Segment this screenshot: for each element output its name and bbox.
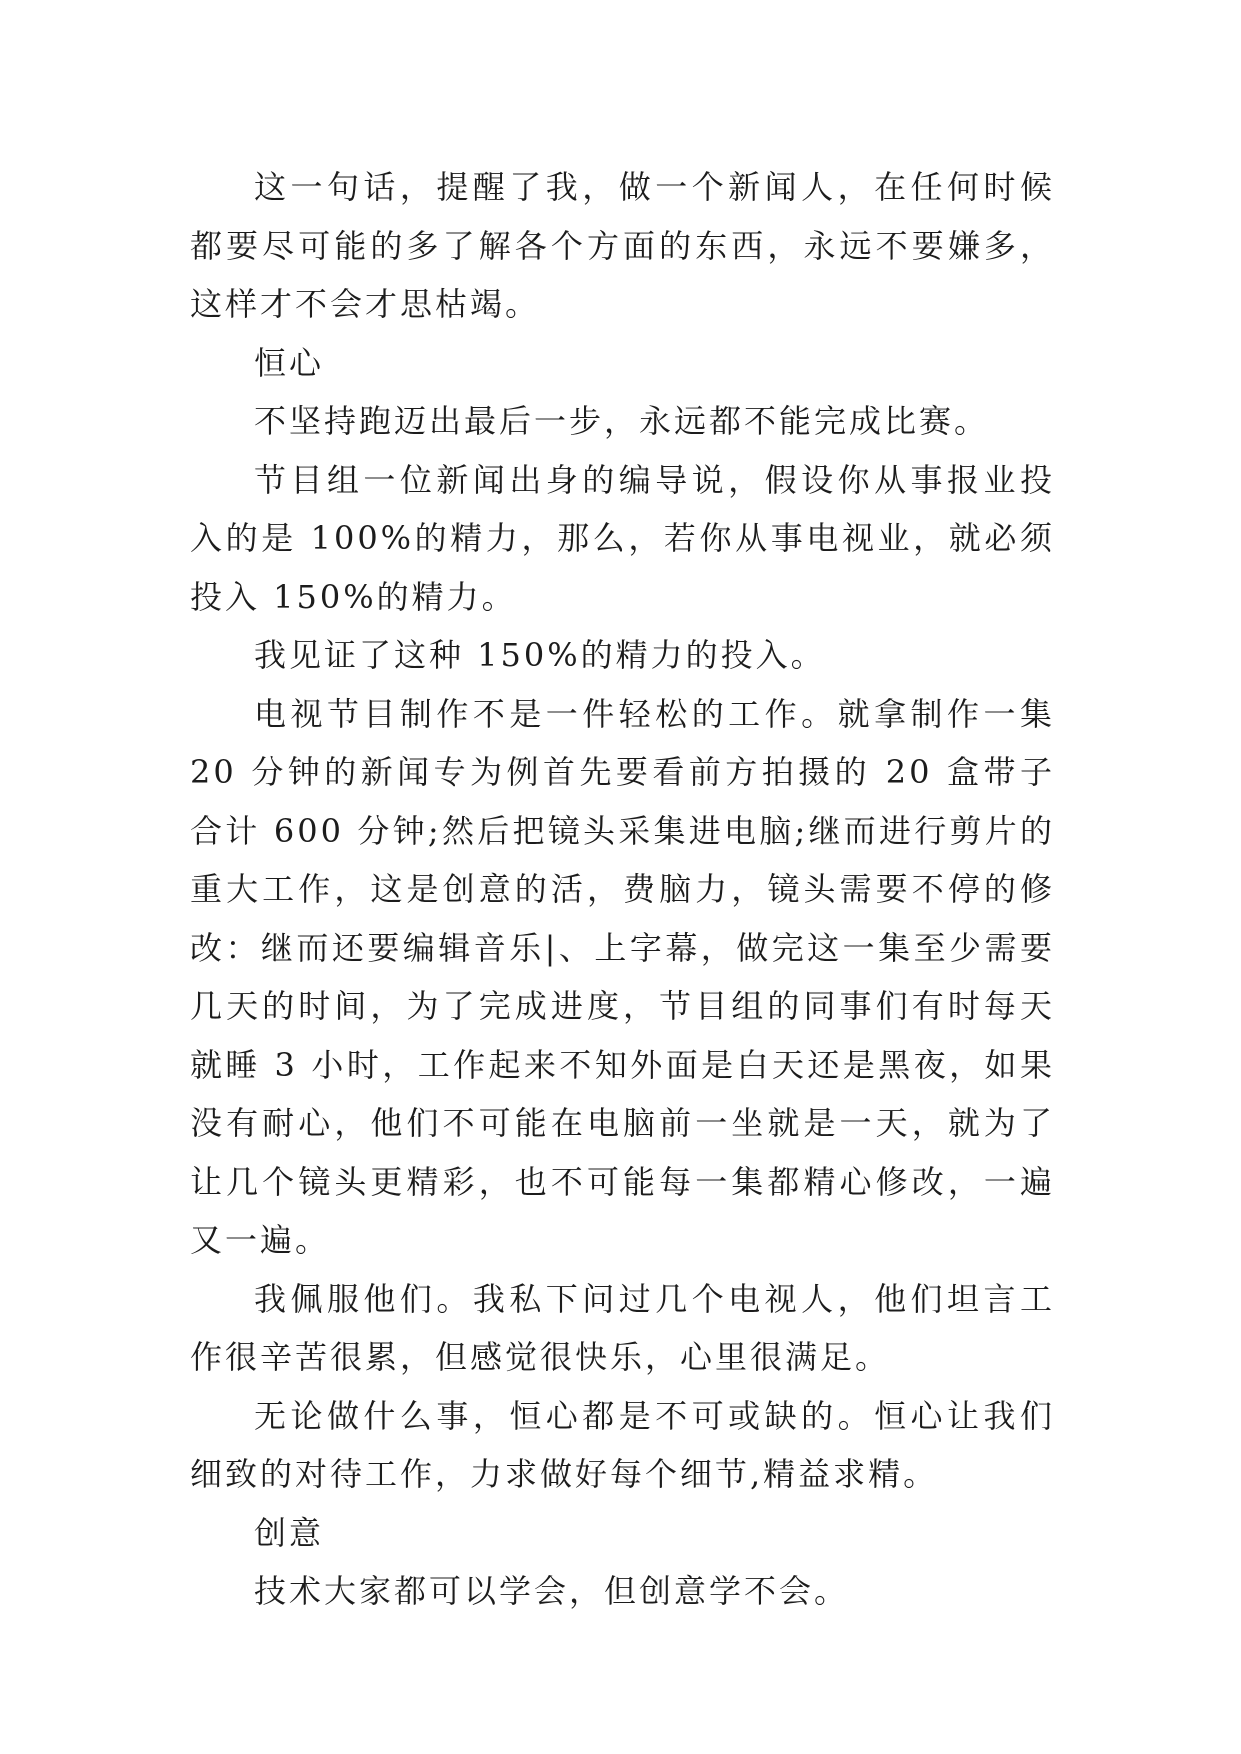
section-heading: 恒心 <box>254 343 325 382</box>
paragraph: 我佩服他们。我私下问过几个电视人，他们坦言工作很辛苦很累，但感觉很快乐，心里很满足。 <box>190 1279 1055 1376</box>
paragraph: 不坚持跑迈出最后一步，永远都不能完成比赛。 <box>254 402 990 440</box>
document-body <box>190 158 1055 1621</box>
paragraph: 节目组一位新闻出身的编导说，假设你从事报业投入的是 100%的精力，那么，若你从事电视业，就必须投入 150%的精力。 <box>190 460 1055 616</box>
section-heading: 创意 <box>254 1513 325 1552</box>
paragraph: 电视节目制作不是一件轻松的工作。就拿制作一集 20 分钟的新闻专为例首先要看前方拍摄的 20 盒带子合计 600 分钟;然后把镜头采集进电脑;继而进行剪片的重大工作，这是创意的活，费脑力，镜头需要不停的修改：继而还要编辑音乐|、上字幕，做完这一集至少需要几天的时间，为了完成进度，节目组的同事们有时每天就睡 3 小时，工作起来不知外面是白天还是黑夜，如果没有耐心，他们不可能在电脑前一坐就是一天，就为了让几个镜头更精彩，也不可能每一集都精心修改，一遍又一遍。 <box>190 694 1055 1259</box>
paragraph: 无论做什么事，恒心都是不可或缺的。恒心让我们细致的对待工作，力求做好每个细节,精益求精。 <box>190 1396 1055 1493</box>
paragraph: 这一句话，提醒了我，做一个新闻人，在任何时候都要尽可能的多了解各个方面的东西，永远不要嫌多，这样才不会才思枯竭。 <box>190 168 1055 323</box>
paragraph: 我见证了这种 150%的精力的投入。 <box>254 636 826 674</box>
paragraph: 技术大家都可以学会，但创意学不会。 <box>254 1572 850 1610</box>
